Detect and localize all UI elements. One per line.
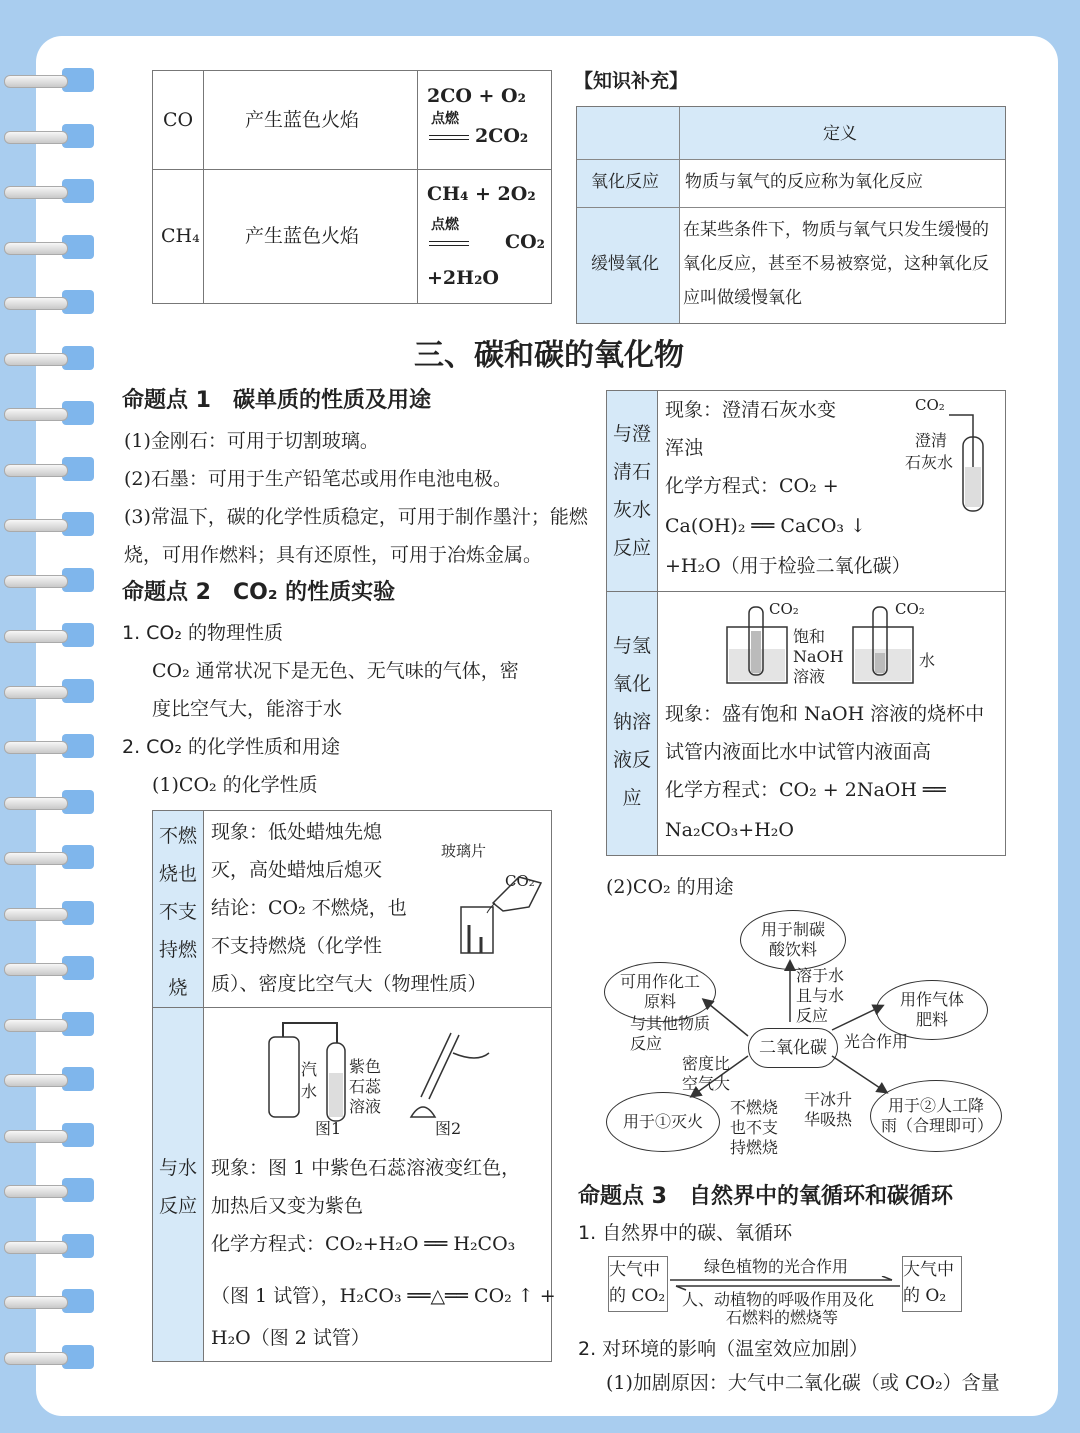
eq-co-line2: 2CO₂ [475, 125, 529, 147]
knowledge-table [576, 106, 1006, 324]
eq-co-sign [429, 135, 469, 140]
naoh-fig-naoh: NaOH [793, 647, 844, 666]
naoh-fig-solution: 溶液 [793, 667, 826, 686]
fire-line3: 结论：CO₂ 不燃烧，也 [211, 897, 407, 919]
limewater-tube-figure [947, 407, 987, 517]
eq-ch4-condition: 点燃 [431, 217, 459, 233]
lime-line1: 现象：澄清石灰水变 [665, 399, 837, 421]
fire-line1: 现象：低处蜡烛先熄 [211, 821, 383, 843]
fire-line4: 不支持燃烧（化学性 [211, 935, 383, 957]
edge-dissolve: 溶于水且与水反应 [796, 966, 845, 1025]
point1-title: 命题点 1 碳单质的性质及用途 [122, 388, 431, 413]
spiral-ring [4, 346, 96, 370]
lime-line2: 浑浊 [665, 437, 704, 459]
edge-dry-ice: 干冰升华吸热 [804, 1090, 853, 1129]
uses-title: (2)CO₂ 的用途 [606, 876, 734, 898]
edge-photosynthesis: 光合作用 [844, 1032, 909, 1051]
lime-line5: +H₂O（用于检验二氧化碳） [665, 555, 911, 577]
point2-sub2a: (1)CO₂ 的化学性质 [152, 774, 318, 796]
point2-sub2: 2. CO₂ 的化学性质和用途 [122, 736, 341, 758]
cycle-photosynthesis: 绿色植物的光合作用 [704, 1257, 849, 1276]
fire-label: 不燃烧也不支持燃烧 [158, 825, 197, 999]
point3-title: 命题点 3 自然界中的氧循环和碳循环 [578, 1184, 953, 1209]
lime-line3: 化学方程式：CO₂ + [665, 475, 839, 497]
spiral-ring [4, 790, 96, 814]
phenomenon-co: 产生蓝色火焰 [245, 109, 360, 131]
gas-ch4: CH₄ [161, 225, 200, 247]
naoh-fig-co2-a: CO₂ [769, 600, 799, 618]
spiral-ring [4, 956, 96, 980]
water-line4: （图 1 试管），H₂CO₃ ══△══ CO₂ ↑ + [211, 1285, 556, 1307]
cycle-co2-box: 大气中 的 CO₂ [608, 1256, 668, 1312]
spiral-ring [4, 845, 96, 869]
term-oxidation: 氧化反应 [591, 172, 659, 192]
naoh-beakers-figure [717, 597, 987, 687]
fig1-caption: 图1 [315, 1119, 342, 1138]
fire-line5: 质）、密度比空气大（物理性质） [211, 973, 487, 995]
lime-label: 与澄清石灰水反应 [612, 423, 651, 559]
fire-fig-glass: 玻璃片 [441, 842, 487, 860]
node-rain: 用于②人工降雨（合理即可） [870, 1080, 1002, 1152]
naoh-label: 与氢氧化钠溶液反应 [612, 635, 651, 809]
node-soda: 用于制碳酸饮料 [740, 910, 846, 970]
node-fertilizer: 用作气体肥料 [876, 980, 988, 1040]
point3-cause: (1)加剧原因：大气中二氧化碳（或 CO₂）含量 [606, 1372, 1000, 1394]
phenomenon-ch4: 产生蓝色火焰 [245, 225, 360, 247]
knowledge-heading: 【知识补充】 [574, 70, 689, 92]
lime-fig-co2: CO₂ [915, 396, 945, 414]
spiral-ring [4, 124, 96, 148]
node-chemical: 可用作化工原料 [604, 962, 716, 1022]
fire-line2: 灭，高处蜡烛后熄灭 [211, 859, 383, 881]
spiral-ring [4, 1067, 96, 1091]
water-line3: 化学方程式：CO₂+H₂O ══ H₂CO₃ [211, 1233, 516, 1255]
spiral-ring [4, 1234, 96, 1258]
point1-item4: 烧，可用作燃料；具有还原性，可用于冶炼金属。 [124, 544, 543, 566]
eq-co-line1: 2CO + O₂ [427, 85, 526, 107]
eq-ch4-sign [429, 241, 469, 246]
fig-litmus: 紫色石蕊溶液 [349, 1057, 382, 1116]
spiral-ring [4, 401, 96, 425]
point2-phys2: 度比空气大，能溶于水 [152, 698, 343, 720]
combustion-table [152, 70, 552, 304]
edge-density: 密度比空气大 [682, 1054, 731, 1093]
section-title: 三、碳和碳的氧化物 [414, 338, 684, 373]
spiral-ring [4, 568, 96, 592]
spiral-ring [4, 457, 96, 481]
naoh-fig-co2-b: CO₂ [895, 600, 925, 618]
naoh-fig-water: 水 [919, 651, 936, 670]
spiral-ring [4, 901, 96, 925]
cycle-o2-box: 大气中 的 O₂ [902, 1256, 962, 1312]
water-line5: H₂O（图 2 试管） [211, 1327, 370, 1349]
spiral-ring [4, 235, 96, 259]
eq-co-condition: 点燃 [431, 111, 459, 127]
water-line2: 加热后又变为紫色 [211, 1195, 364, 1217]
spiral-ring [4, 179, 96, 203]
point2-phys1: CO₂ 通常状况下是无色、无气味的气体，密 [152, 660, 519, 682]
cycle-respiration-1: 人、动植物的呼吸作用及化 [682, 1290, 875, 1309]
spiral-ring [4, 1012, 96, 1036]
fig-soda: 汽水 [301, 1060, 318, 1101]
point1-item3: (3)常温下，碳的化学性质稳定，可用于制作墨汁；能燃 [124, 506, 588, 528]
fig2-caption: 图2 [435, 1119, 462, 1138]
def-slow-oxidation: 在某些条件下，物质与氧气只发生缓慢的氧化反应，甚至不易被察觉，这种氧化反应叫做缓慢氧化 [683, 220, 989, 308]
lime-fig-clear: 澄清 [915, 431, 948, 450]
spiral-ring [4, 734, 96, 758]
water-label: 与水反应 [158, 1157, 197, 1217]
edge-nonflammable: 不燃烧也不支持燃烧 [730, 1098, 779, 1157]
co2-property-table [152, 810, 556, 1362]
spiral-ring [4, 512, 96, 536]
fire-fig-co2: CO₂ [505, 872, 535, 890]
naoh-line3: 化学方程式：CO₂ + 2NaOH ══ [665, 779, 946, 801]
water-line1: 现象：图 1 中紫色石蕊溶液变红色， [211, 1157, 521, 1179]
node-fire: 用于①灭火 [606, 1092, 720, 1152]
spiral-ring [4, 1345, 96, 1369]
spiral-ring [4, 679, 96, 703]
point3-sub2: 2. 对环境的影响（温室效应加剧） [578, 1338, 869, 1360]
naoh-line2: 试管内液面比水中试管内液面高 [665, 741, 932, 763]
point2-sub1: 1. CO₂ 的物理性质 [122, 622, 284, 644]
spiral-ring [4, 68, 96, 92]
lime-fig-limewater: 石灰水 [905, 453, 954, 472]
lime-line4: Ca(OH)₂ ══ CaCO₃ ↓ [665, 515, 866, 537]
naoh-line1: 现象：盛有饱和 NaOH 溶液的烧杯中 [665, 703, 985, 725]
gas-co: CO [163, 109, 194, 131]
co2-reaction-table [606, 390, 1006, 856]
knowledge-col-header: 定义 [823, 124, 857, 144]
spiral-ring [4, 1289, 96, 1313]
naoh-fig-saturated: 饱和 [793, 627, 826, 646]
edge-react: 与其他物质反应 [630, 1014, 711, 1053]
candle-beaker-figure [449, 863, 549, 959]
cycle-respiration-2: 石燃料的燃烧等 [726, 1308, 839, 1327]
point2-title: 命题点 2 CO₂ 的性质实验 [122, 580, 396, 605]
naoh-line4: Na₂CO₃+H₂O [665, 819, 794, 841]
spiral-ring [4, 1123, 96, 1147]
point1-item2: (2)石墨：可用于生产铅笔芯或用作电池电极。 [124, 468, 512, 490]
spiral-ring [4, 623, 96, 647]
point3-sub1: 1. 自然界中的碳、氧循环 [578, 1222, 793, 1244]
node-center: 二氧化碳 [748, 1028, 838, 1068]
spiral-ring [4, 290, 96, 314]
eq-ch4-line1: CH₄ + 2O₂ [427, 183, 536, 205]
point1-item1: (1)金刚石：可用于切割玻璃。 [124, 430, 379, 452]
eq-ch4-line3: +2H₂O [427, 267, 499, 289]
eq-ch4-line2: CO₂ [505, 231, 545, 253]
def-oxidation: 物质与氧气的反应称为氧化反应 [685, 172, 923, 192]
term-slow-oxidation: 缓慢氧化 [591, 254, 659, 274]
spiral-ring [4, 1178, 96, 1202]
